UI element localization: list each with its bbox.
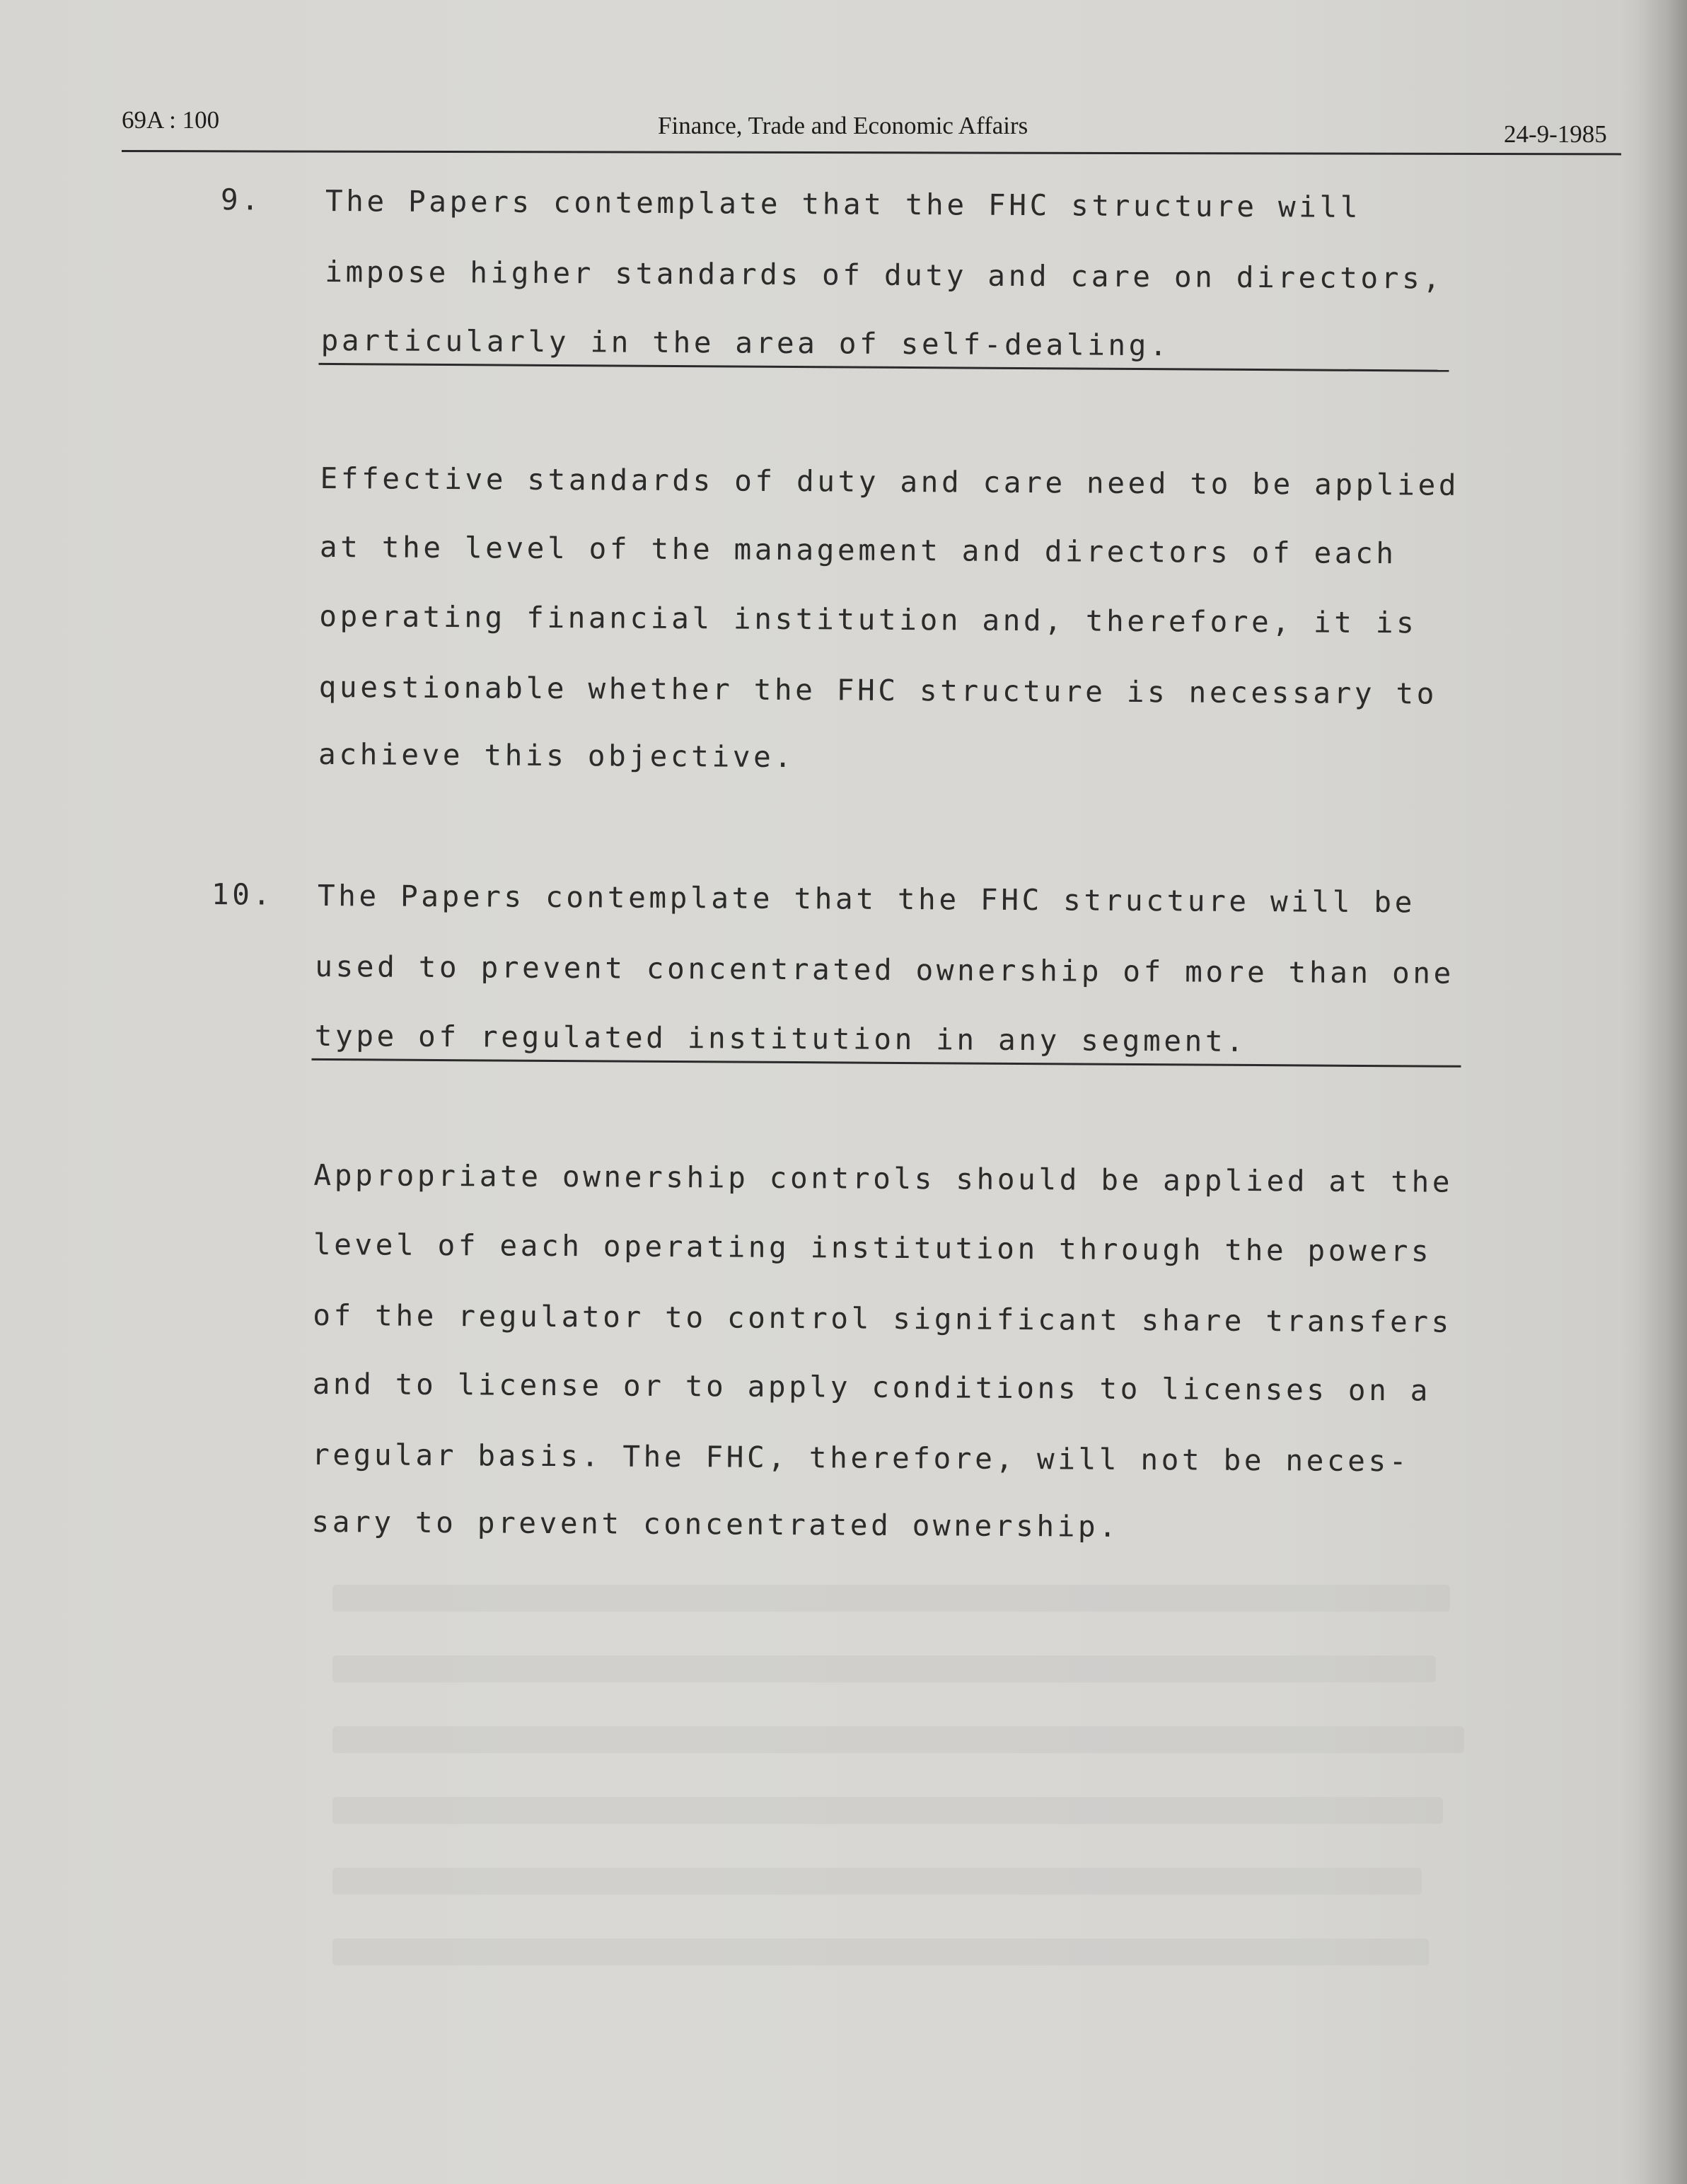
item-number: 9.	[220, 183, 262, 217]
body-line: level of each operating institution through the powers	[313, 1227, 1432, 1269]
item-heading-line: used to prevent concentrated ownership of more than one	[315, 949, 1455, 990]
body-line: regular basis. The FHC, therefore, will not be neces-	[311, 1437, 1410, 1479]
item-heading-line: The Papers contemplate that the FHC structure will	[325, 183, 1362, 224]
body-line: Effective standards of duty and care need to be applied	[320, 461, 1460, 502]
body-line: of the regulator to control significant share transfers	[313, 1298, 1453, 1339]
page-number: 69A : 100	[122, 106, 220, 134]
header-date: 24-9-1985	[1504, 120, 1607, 148]
body-line: sary to prevent concentrated ownership.	[311, 1504, 1120, 1544]
running-title: Finance, Trade and Economic Affairs	[658, 112, 1028, 139]
body-line: at the level of the management and directors of each	[319, 529, 1397, 571]
item-heading-line: type of regulated institution in any segment.	[314, 1018, 1247, 1058]
underline-rule	[319, 363, 1449, 372]
body-line: and to license or to apply conditions to licenses on a	[312, 1366, 1432, 1408]
item-heading-line: impose higher standards of duty and care on directors,	[325, 254, 1444, 296]
item-heading-line: The Papers contemplate that the FHC structure will be	[317, 878, 1416, 920]
body-line: questionable whether the FHC structure is necessary to	[318, 669, 1438, 711]
item-number: 10.	[211, 877, 274, 912]
item-heading-line: particularly in the area of self-dealing.	[320, 323, 1171, 363]
underline-rule	[311, 1058, 1461, 1068]
page-edge-shadow	[1637, 0, 1687, 2184]
body-line: achieve this objective.	[318, 736, 795, 775]
body-line: operating financial institution and, therefore, it is	[319, 599, 1418, 640]
body-line: Appropriate ownership controls should be applied at the	[313, 1157, 1454, 1199]
